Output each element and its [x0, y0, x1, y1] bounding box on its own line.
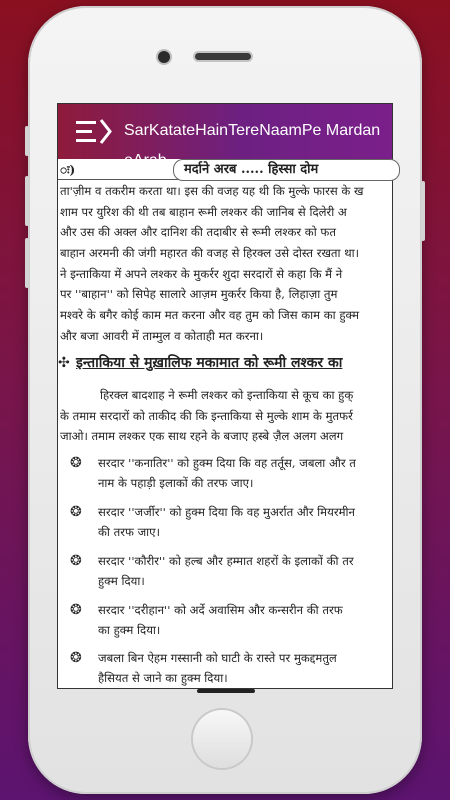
text-line: हिरक्ल बादशाह ने रूमी लश्कर को इन्ताकिया से कूच का हुक्	[100, 388, 354, 402]
side-button	[25, 126, 29, 156]
text-line: पर ''बाहान'' को सिपेह सालारे आज़म मुकर्रर किया है, लिहाज़ा तुम	[60, 287, 338, 302]
volume-down-button	[25, 238, 29, 288]
list-item-line: सरदार ''कौरीर'' को हल्ब और हम्मात शहरों के इलाकों की तर	[98, 554, 354, 568]
list-item-line: की तरफ जाए।	[98, 525, 160, 539]
list-item-line: हैसियत से जाने का हुक्म दिया।	[98, 671, 228, 685]
home-indicator	[197, 689, 255, 693]
bullet-icon: ❂	[70, 504, 82, 520]
list-item-line: हुक्म दिया।	[98, 574, 145, 588]
chapter-header	[58, 159, 392, 180]
menu-icon[interactable]	[76, 118, 116, 146]
list-item-line: सरदार ''दरीहान'' को अर्दे अवासिम और कन्सरीन की तरफ	[98, 603, 343, 617]
text-line: मश्वरे के बगैर कोई काम मत करना और वह तुम को जिस काम का हुक्म	[60, 308, 360, 323]
list-item-line: सरदार ''कनातिर'' को हुक्म दिया कि वह तर्तूस, जबला और त	[98, 456, 356, 470]
bullet-icon: ❂	[70, 553, 82, 569]
list-item-line: का हुक्म दिया।	[98, 623, 161, 637]
section-heading	[58, 351, 418, 375]
section-heading-text: इन्ताकिया से मुख़ालिफ मकामात को रूमी लश्कर का	[76, 355, 343, 371]
chapter-marker: ः)	[60, 163, 76, 177]
text-line: शाम पर युरिश की थी तब बाहान रूमी लश्कर की जानिब से दिलेरी अ	[60, 204, 347, 219]
app-screen	[57, 103, 393, 689]
chapter-banner: मर्दाने अरब ..... हिस्सा दोम	[173, 159, 400, 181]
list-item-line: नाम के पहाड़ी इलाकों की तरफ जाए।	[98, 476, 254, 490]
text-line: जाओ। तमाम लश्कर एक साथ रहने के बजाए हस्बे ज़ैल अलग अलग	[60, 429, 344, 444]
paragraph-1	[60, 181, 420, 347]
paragraph-2	[60, 385, 420, 447]
power-button	[421, 181, 425, 241]
text-line: ने इन्ताकिया में अपने लश्कर के मुकर्रर शुदा सरदारों से कहा कि मैं ने	[60, 266, 343, 281]
app-bar	[58, 104, 392, 159]
text-line: ता'ज़ीम व तकरीम करता था। इस की वजह यह थी कि मुल्के फारस के ख	[60, 184, 364, 198]
bullet-icon: ❂	[70, 602, 82, 618]
bullet-icon: ❂	[70, 455, 82, 471]
app-title: SarKatateHainTereNaamPe Mardan	[124, 122, 381, 139]
ornament-icon: ✣	[58, 355, 70, 371]
home-button[interactable]	[193, 710, 251, 768]
list-item-line: सरदार ''जर्जीर'' को हुक्म दिया कि वह मुअर्रात और मियरमीन	[98, 505, 355, 519]
text-line: और उस की अक्ल और दानिश की तदाबीर से रूमी लश्कर को फत	[60, 225, 336, 240]
list-item-line: जबला बिन ऐहम गस्सानी को घाटी के रास्ते पर मुकद्दमतुल	[98, 651, 337, 665]
volume-up-button	[25, 176, 29, 226]
earpiece-speaker	[195, 53, 251, 60]
book-page	[58, 159, 392, 688]
bullet-icon: ❂	[70, 650, 82, 666]
text-line: और बजा आवरी में ताम्मुल व कोताही मत करना।	[60, 328, 264, 343]
text-line: बाहान अरमनी की जंगी महारत की वजह से हिरक्ल उसे दोस्त रखता था।	[60, 246, 360, 261]
text-line: के तमाम सरदारों को ताकीद की कि इन्ताकिया से मुल्के शाम के मुतफर्र	[60, 408, 353, 423]
front-camera	[158, 51, 170, 63]
